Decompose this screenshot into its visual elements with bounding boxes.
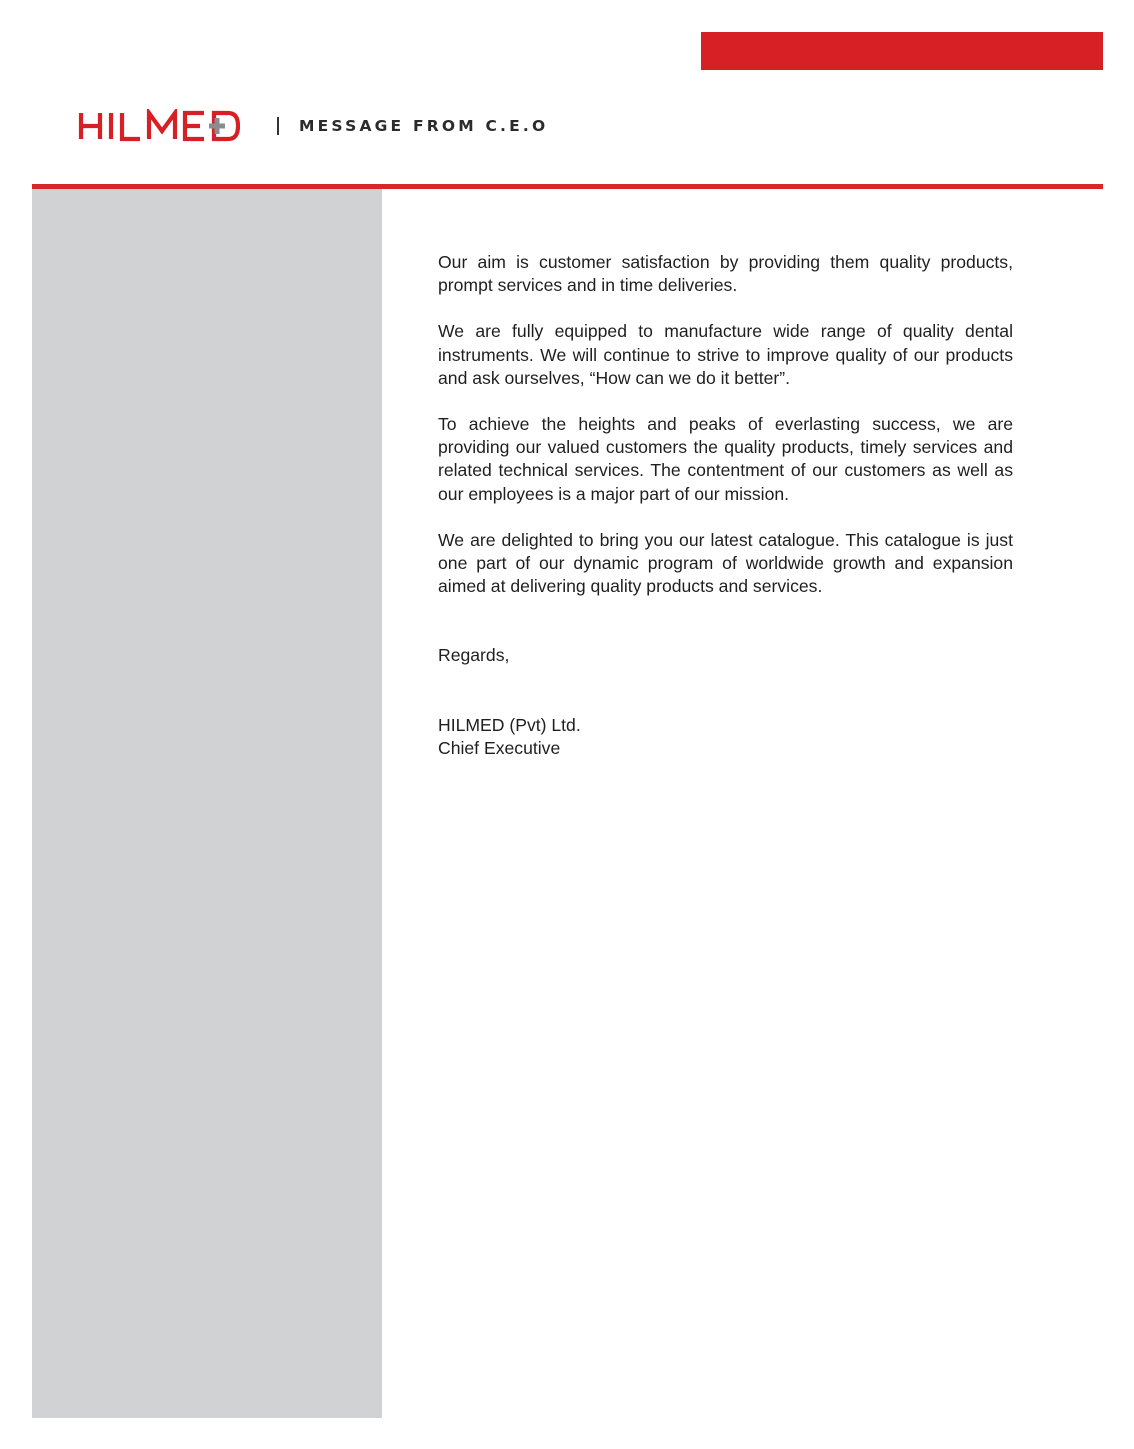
closing-regards: Regards, <box>438 645 510 666</box>
message-paragraph-2: We are fully equipped to manufacture wide range of quality dental instruments. We will continue to strive to improve quality of our products and ask ourselves, “How can we do it better”. <box>438 321 1013 388</box>
message-paragraph-3: To achieve the heights and peaks of everlasting success, we are providing our valued customers the quality products, timely services and related technical services. The contentment of our customers as well as our employees is a major part of our mission. <box>438 414 1013 504</box>
header-divider <box>277 117 279 135</box>
top-accent-bar <box>701 32 1103 70</box>
page-title: MESSAGE FROM C.E.O <box>299 117 549 135</box>
medical-plus-icon <box>209 118 225 134</box>
page-header <box>78 108 548 144</box>
signature-position: Chief Executive <box>438 737 561 758</box>
message-paragraph-4: We are delighted to bring you our latest catalogue. This catalogue is just one part of our dynamic program of worldwide growth and expansion aimed at delivering quality products and services. <box>438 529 1013 597</box>
signature-company: HILMED (Pvt) Ltd. <box>438 714 581 735</box>
message-paragraph-1: Our aim is customer satisfaction by providing them quality products, prompt services and in time deliveries. <box>438 252 1013 296</box>
hilmed-logo <box>78 109 240 143</box>
ceo-message <box>438 251 1013 760</box>
gray-sidebar-panel <box>32 189 382 1418</box>
